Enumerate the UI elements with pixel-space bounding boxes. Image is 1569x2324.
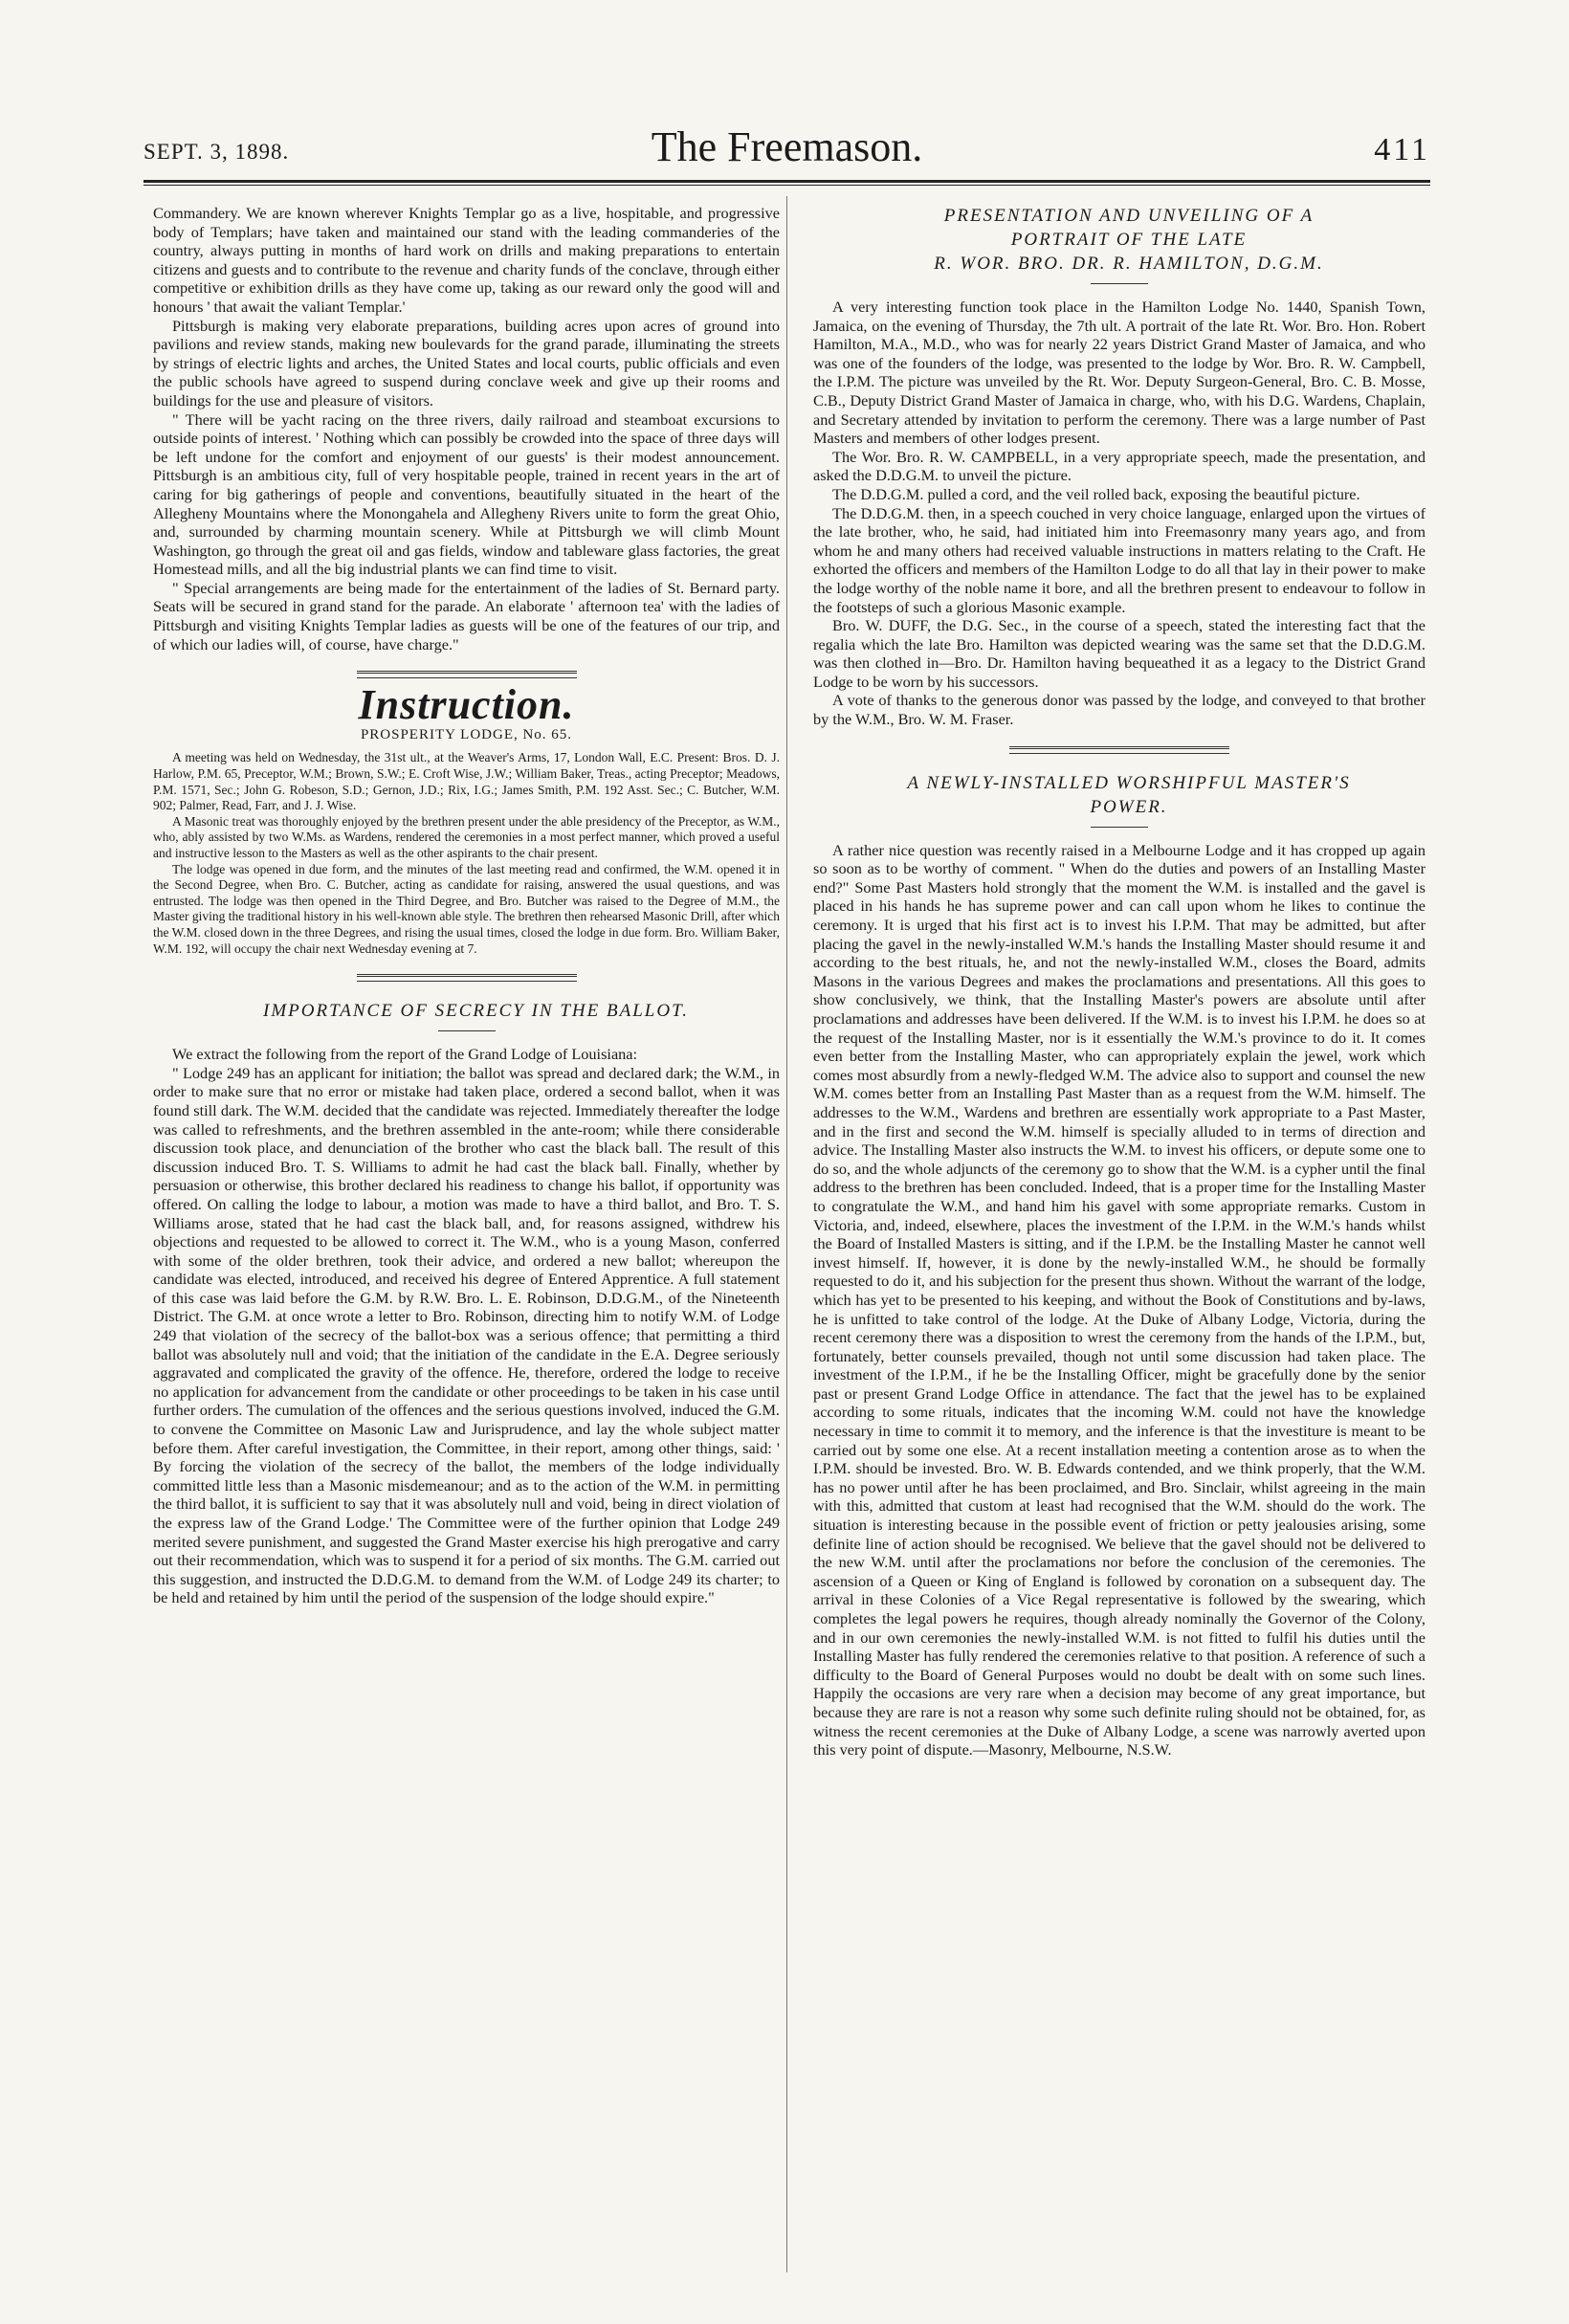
article-paragraph: A vote of thanks to the generous donor was passed by the lodge, and conveyed to that brother by the W.M., Bro. W. M. Fraser.: [813, 691, 1425, 729]
newspaper-title: The Freemason.: [651, 123, 923, 170]
heading-rule: [1091, 283, 1148, 284]
section-divider: [1009, 746, 1229, 754]
article-paragraph: The D.D.G.M. pulled a cord, and the veil rolled back, exposing the beautiful picture.: [832, 484, 1360, 503]
left-column: [153, 204, 780, 1607]
article-heading: PRESENTATION AND UNVEILING OF A: [943, 206, 1315, 226]
section-heading: Instruction.: [358, 681, 575, 729]
article-paragraph: We extract the following from the report of the Grand Lodge of Louisiana:: [172, 1045, 638, 1064]
masthead-rule: [144, 180, 1430, 186]
article-paragraph: Commandery. We are known wherever Knights Templar go as a live, hospitable, and progressive body of Templars; have taken and maintained our stand with the leading commanderies of the country, always putting in months of hard work on drills and making preparations to entertain citizens and guests and to contribute to the revenue and charity funds of the conclave, through either competitive or exhibition drills as they have come up, taking as our reward only the good will and honours ' that await the valiant Templar.': [153, 204, 780, 316]
article-paragraph: A rather nice question was recently raised in a Melbourne Lodge and it has cropped up again so soon as to be worthy of comment. " When do the duties and powers of an Installing Master end?" Some Past Masters hold strongly that the moment the W.M. is installed and the gavel is placed in his hands he has supreme power and can call upon whom he likes to continue the ceremony. It is urged that his first act is to invest his I.P.M. That may be admitted, but after placing the gavel in the newly-installed W.M.'s hands the Installing Master should resume it and according to the best rituals, he, and not the newly-installed W.M., closes the Board, admits Masons in the various Degrees and makes the proclamations and presentations. All this goes to show conclusively, we think, that the Installing Master's powers are absolute until after proclamations and addresses have been delivered. If the W.M. is to invest his I.P.M. he does so at the request of the Installing Master, nor is it essentially the W.M.'s province to do it. It comes even better from the Installing Master, who can appropriately explain the jewel, work which comes most absurdly from a newly-fledged W.M. The advice also to support and counsel the new W.M. comes better from an Installing Past Master than as a request from the W.M. himself. The addresses to the W.M., Wardens and brethren are essentially work appropriate to a Past Master, and in the first and second the W.M. himself is specially alluded to in terms of direction and advice. The Installing Master also instructs the W.M. to invest his officers, or depute some one to do so, and the whole adjuncts of the ceremony go to show that the W.M. is a cypher until the final address to the brethren has been concluded. Indeed, that is a proper time for the Installing Master to congratulate the W.M., and hand him his gavel with some appropriate remarks. Custom in Victoria, and, indeed, elsewhere, places the investment of the I.P.M. in the W.M.'s hands whilst the Board of Installed Masters is sitting, and if the I.P.M. be the Installing Master he cannot well invest himself. If, however, it is done by the newly-installed W.M., he should be formally requested to do it, and his subjection for the present thus shown. Without the warrant of the lodge, which has yet to be presented to his keeping, and without the Book of Constitutions and by-laws, he is unfitted to take control of the lodge. At the Duke of Albany Lodge, Victoria, during the recent ceremony there was a disposition to wrest the ceremony from the hands of the I.P.M., but, fortunately, better counsels prevailed, though not until some discussion had taken place. The investment of the I.P.M., if he be the Installing Officer, might be gracefully done by the senior past or present Grand Lodge Office in attendance. The fact that the jewel has to be explained according to some rituals, indicates that the incoming W.M. could not have the knowledge necessary in time to commit it to memory, and the inference is that the investiture is meant to be carried out by some one else. At a recent installation meeting a contention arose as to when the I.P.M. should be invested. Bro. W. B. Edwards contended, and we think properly, that the W.M. has no power until after he has been proclaimed, and Bro. Sinclair, whilst agreeing in the main with this, admitted that custom at least had recognised that the W.M. should do the work. The situation is interesting because in the possible event of friction or petty jealousies arising, some definite line of action should be recognised. We believe that the gavel should not be delivered to the new W.M. until after the proclamations nor before the conclusion of the ceremonies. The ascension of a Queen or King of England is followed by coronation on a subsequent day. The arrival in these Colonies of a Vice Regal representative is followed by the swearing, which completes the legal powers he requires, though already nominally the Governor of the Colony, and in our own ceremonies the newly-installed W.M. is not fitted to fulfil his duties until the Installing Master has fully rendered the ceremonies relative to that position. A reference of such a difficulty to the Board of General Purposes would no doubt be dealt with on some such lines. Happily the occasions are very rare when a decision may become of any great importance, but because they are rare is not a reason why some such definite ruling should not be obtained, for, as witness the recent ceremonies at the Duke of Albany Lodge, a scene was narrowly averted upon this very point of dispute.—Masonry, Melbourne, N.S.W.: [813, 840, 1425, 1760]
article-paragraph: The D.D.G.M. then, in a speech couched in very choice language, enlarged upon the virtues of the late brother, who, he said, had initiated him into Freemasonry many years ago, and from whom he and many others had received valuable instructions in matters relating to the Craft. He exhorted the officers and members of the Hamilton Lodge to do all that lay in their power to make the lodge worthy of the noble name it bore, and all the brethren present to endeavour to follow in the footsteps of such a glorious Masonic example.: [813, 503, 1425, 616]
article-paragraph: Pittsburgh is making very elaborate preparations, building acres upon acres of ground into pavilions and review stands, making new boulevards for the grand parade, illuminating the streets by strings of electric lights and arches, the United States and local courts, public officials and even the public schools have agreed to suspend during conclave week and give up their rooms and buildings for the use and pleasure of visitors.: [153, 316, 780, 409]
article-paragraph: " Special arrangements are being made for the entertainment of the ladies of St. Bernard party. Seats will be secured in grand stand for the parade. An elaborate ' afternoon tea' with the ladies of Pittsburgh and visiting Knights Templar ladies as guests will be one of the features of our trip, and of which our ladies will, of course, have charge.": [153, 578, 780, 653]
heading-rule: [438, 1030, 496, 1031]
page-number: 411: [1374, 132, 1430, 167]
report-paragraph: A Masonic treat was thoroughly enjoyed by the brethren present under the able presidency of the Preceptor, as W.M., who, ably assisted by two W.Ms. as Wardens, rendered the ceremonies in a most perfect manner, which proved a useful and instructive lesson to the Masters as well as the other aspirants to the chair present.: [153, 813, 780, 860]
article-heading: POWER.: [1090, 796, 1168, 817]
article-paragraph: The Wor. Bro. R. W. CAMPBELL, in a very appropriate speech, made the presentation, and asked the D.D.G.M. to unveil the picture.: [813, 447, 1425, 485]
article-paragraph: " There will be yacht racing on the three rivers, daily railroad and steamboat excursions to outside points of interest. ' Nothing which can possibly be crowded into the space of three days will be left undone for the comfort and enjoyment of our guests' is their modest announcement. Pittsburgh is an ambitious city, full of very hospitable people, trained in recent years in the art of caring for big gatherings of people and conventions, beautifully situated in the heart of the Allegheny Mountains where the Monongahela and Allegheny Rivers unite to form the great Ohio, and, surrounded by charming mountain scenery. While at Pittsburgh we will climb Mount Washington, go through the great oil and gas fields, window and tableware glass factories, the great Homestead mills, and all the big industrial plants we can find time to visit.: [153, 409, 780, 579]
article-heading: PORTRAIT OF THE LATE: [1010, 230, 1248, 250]
heading-rule: [1091, 827, 1148, 828]
section-divider: [357, 974, 577, 982]
article-paragraph: A very interesting function took place in the Hamilton Lodge No. 1440, Spanish Town, Jamaica, on the evening of Thursday, the 7th ult. A portrait of the late Rt. Wor. Bro. Hon. Robert Hamilton, M.A., M.D., who was for nearly 22 years District Grand Master of Jamaica, and who was one of the founders of the lodge, was presented to the lodge by Wor. Bro. R. W. Campbell, the I.P.M. The picture was unveiled by the Rt. Wor. Deputy Surgeon-General, Bro. C. B. Mosse, C.B., Deputy District Grand Master of Jamaica in charge, who, with his D.G. Wardens, Chaplain, and Secretary attended by invitation to perform the ceremony. There was a large number of Past Masters and members of other lodges present.: [813, 298, 1425, 448]
lodge-name: PROSPERITY LODGE, No. 65.: [360, 726, 573, 742]
section-divider: [357, 671, 577, 678]
article-heading: R. WOR. BRO. DR. R. HAMILTON, D.G.M.: [934, 254, 1324, 274]
report-paragraph: The lodge was opened in due form, and the minutes of the last meeting read and confirmed, the W.M. opened it in the Second Degree, when Bro. C. Butcher, acting as candidate for raising, answered the usual questions, and was entrusted. The lodge was then opened in the Third Degree, and Bro. Butcher was raised to the Degree of M.M., the Master giving the traditional history in his well-known able style. The brethren then rehearsed Masonic Drill, after which the W.M. closed down in the three Degrees, and rising the usual times, closed the lodge in due form. Bro. William Baker, W.M. 192, will occupy the chair next Wednesday evening at 7.: [153, 861, 780, 956]
article-paragraph: " Lodge 249 has an applicant for initiation; the ballot was spread and declared dark; the W.M., in order to make sure that no error or mistake had taken place, ordered a second ballot, when it was found still dark. The W.M. decided that the candidate was rejected. Immediately thereafter the lodge was called to refreshments, and the brethren assembled in the ante-room; while there considerable discussion took place, and denunciation of the brother who cast the black ball. The result of this discussion induced Bro. T. S. Williams to admit he had cast the black ball. Finally, whether by persuasion or otherwise, this brother declared his readiness to change his ballot, if opportunity was offered. On calling the lodge to labour, a motion was made to have a third ballot, and Bro. T. S. Williams arose, stated that he had cast the black ball, and, for reasons assigned, withdrew his objections and requested to be allowed to correct it. The W.M., who is a young Mason, conferred with some of the older brethren, took their advice, and ordered a new ballot; whereupon the candidate was elected, introduced, and received his degree of Entered Apprentice. A full statement of this case was laid before the G.M. by R.W. Bro. L. E. Robinson, D.D.G.M., of the Nineteenth District. The G.M. at once wrote a letter to Bro. Robinson, directing him to notify W.M. of Lodge 249 that violation of the secrecy of the ballot-box was a serious offence; that permitting a third ballot was absolutely null and void; that the initiation of the candidate in the E.A. Degree seriously aggravated and complicated the gravity of the offence. He, therefore, ordered the lodge to receive no application for advancement from the candidate or other proceedings to be taken in his case until further orders. The cumulation of the offences and the serious questions involved, induced the G.M. to convene the Committee on Masonic Law and Jurisprudence, and lay the whole subject matter before them. After careful investigation, the Committee, in their report, among other things, said: ' By forcing the violation of the secrecy of the ballot, the members of the lodge individually committed little less than a Masonic misdemeanour; and as to the action of the W.M. in permitting the third ballot, it is sufficient to say that it was absolutely null and void, being in direct violation of the express law of the Grand Lodge.' The Committee were of the further opinion that Lodge 249 merited severe punishment, and suggested the Grand Master exercise his high prerogative and carry out their recommendation, which was to suspend it for a period of six months. The G.M. carried out this suggestion, and instructed the D.D.G.M. to demand from the W.M. of Lodge 249 its charter; to be held and retained by him until the period of the suspension of the lodge should expire.": [153, 1063, 780, 1607]
article-heading: IMPORTANCE OF SECRECY IN THE BALLOT.: [263, 1001, 689, 1022]
article-heading: A NEWLY-INSTALLED WORSHIPFUL MASTER'S: [907, 772, 1351, 793]
report-paragraph: A meeting was held on Wednesday, the 31st ult., at the Weaver's Arms, 17, London Wall, E.C. Present: Bros. D. J. Harlow, P.M. 65, Preceptor, W.M.; Brown, S.W.; E. Croft Wise, J.W.; William Baker, Treas., acting Preceptor; Meadows, P.M. 1571, Sec.; John G. Robeson, S.D.; Gernon, J.D.; Rix, I.G.; James Smith, P.M. 192 Asst. Sec.; C. Butcher, W.M. 902; Palmer, Read, Farr, and J. J. Wise.: [153, 750, 780, 813]
column-divider: [786, 196, 787, 2272]
masthead: [144, 122, 1430, 180]
article-paragraph: Bro. W. DUFF, the D.G. Sec., in the course of a speech, stated the interesting fact that the regalia which the late Bro. Hamilton was depicted wearing was the same set that the D.D.G.M. was then clothed in—Bro. Dr. Hamilton having bequeathed it as a legacy to the District Grand Lodge to be worn by his successors.: [813, 616, 1425, 691]
right-column: [813, 204, 1425, 1760]
issue-date: SEPT. 3, 1898.: [144, 140, 290, 164]
